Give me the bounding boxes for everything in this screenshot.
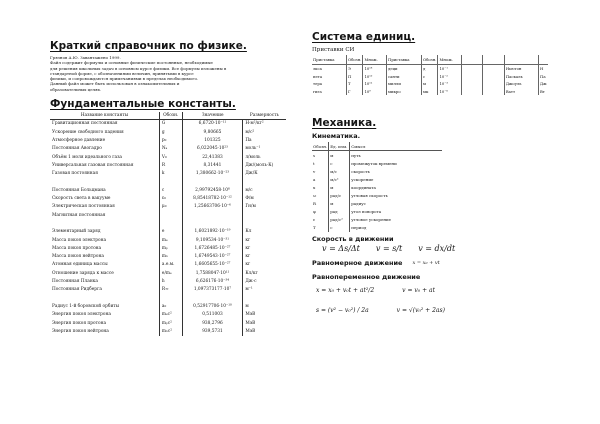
constant-value: 1,380662·10⁻²³ <box>182 170 243 178</box>
constant-row <box>50 153 286 161</box>
constant-value: 1,7588047·10¹¹ <box>182 269 243 277</box>
si-header-cell <box>462 55 483 65</box>
uniform-title: Равномерное движение <box>312 259 403 268</box>
si-cell: мк <box>421 88 438 96</box>
speed-formula: v = Δs/Δt <box>322 244 360 254</box>
intro-text <box>50 55 286 92</box>
kinematics-cell: м/с² <box>329 175 350 183</box>
constant-value <box>182 211 243 219</box>
units-title: Система единиц. <box>312 31 416 43</box>
kinematics-header-row <box>312 142 442 151</box>
si-row <box>312 65 548 73</box>
constant-symbol: mₑ <box>159 236 182 244</box>
kinematics-cell: с <box>329 224 350 232</box>
kinematics-cell: координата <box>351 185 376 191</box>
constant-row <box>50 253 286 261</box>
constant-symbol: g <box>159 128 182 136</box>
si-cell: тера <box>312 80 346 88</box>
kinematics-header-cell: Смысл <box>350 142 442 151</box>
si-header-cell: Обозн. <box>421 55 438 65</box>
constant-symbol <box>159 220 182 228</box>
constant-row <box>50 195 286 203</box>
kinematics-row <box>312 208 442 216</box>
kinematics-cell: период <box>351 225 367 231</box>
constant-value: 9,109534·10⁻³¹ <box>182 236 243 244</box>
constant-name: Постоянная Ридберга <box>52 287 102 293</box>
constant-value: 22,41383 <box>182 153 243 161</box>
kinematics-row <box>312 192 442 200</box>
constant-symbol: mₚ <box>159 245 182 253</box>
document-title: Краткий справочник по физике. <box>50 40 247 52</box>
speed-title: Скорость в движении <box>312 235 394 244</box>
si-cell: 10¹² <box>363 80 387 88</box>
constant-unit: Н·м²/кг² <box>245 121 264 127</box>
kinematics-row <box>312 151 442 160</box>
si-cell: Ньютон <box>504 65 538 73</box>
constant-name: Магнитная постоянная <box>52 212 106 218</box>
kinematics-row <box>312 183 442 191</box>
header-symbol: Обозн. <box>159 112 182 120</box>
constant-name: Радиус 1-й боровской орбиты <box>52 303 120 309</box>
kinematics-header-cell: Ед. изм. <box>329 142 350 151</box>
constant-name: Скорость света в вакууме <box>52 196 111 202</box>
constant-name: Энергия покоя нейтрона <box>52 328 109 334</box>
si-header-cell <box>539 55 548 65</box>
si-caption: Приставки СИ <box>312 47 355 53</box>
kinematics-cell: путь <box>351 152 361 158</box>
kinematics-row <box>312 167 442 175</box>
kinematics-table <box>312 142 442 232</box>
constant-row <box>50 186 286 194</box>
kinematics-cell: рад/с <box>329 192 350 200</box>
constant-value: 938,2796 <box>182 319 243 327</box>
constant-unit: Кл <box>245 229 252 235</box>
si-body <box>312 55 548 95</box>
constant-value: 1,6749543·10⁻²⁷ <box>182 253 243 261</box>
constant-name: Масса покоя нейтрона <box>52 254 104 260</box>
kinematics-cell: скорость <box>351 168 370 174</box>
kinematics-cell: радиус <box>351 201 366 207</box>
constant-name: Энергия покоя протона <box>52 320 107 326</box>
constant-row <box>50 278 286 286</box>
si-cell <box>483 73 504 81</box>
constant-name: Масса покоя протона <box>52 245 102 251</box>
constant-symbol: R∞ <box>159 286 182 294</box>
si-cell: Дж <box>540 81 547 87</box>
constant-symbol: R <box>159 162 182 170</box>
constants-header-row <box>50 112 286 120</box>
constant-symbol: h <box>159 278 182 286</box>
si-header-cell <box>504 55 538 65</box>
constant-value: 1,6021892·10⁻¹⁹ <box>182 228 243 236</box>
constant-unit: м/с² <box>245 129 255 135</box>
si-cell <box>483 65 504 73</box>
right-column <box>312 0 560 317</box>
si-cell: 10⁹ <box>363 88 387 96</box>
si-cell: Джоуль <box>504 80 538 88</box>
constant-row <box>50 245 286 253</box>
kinematics-cell: T <box>312 224 329 232</box>
constant-row <box>50 236 286 244</box>
si-header-cell: Множ. <box>363 55 387 65</box>
constant-unit <box>243 220 286 228</box>
constant-unit <box>243 178 286 186</box>
constant-unit: л/моль <box>245 154 261 160</box>
uniform-row <box>312 257 560 269</box>
constant-row <box>50 328 286 336</box>
constant-row <box>50 120 286 129</box>
constant-symbol: G <box>159 120 182 129</box>
constant-unit: Ф/м <box>245 196 254 202</box>
kinematics-cell: угловое ускорение <box>351 217 392 223</box>
si-cell: Г <box>346 88 363 96</box>
intro-line: для решения школьных задач в основном курсе физики. Все формулы изложены в <box>50 65 227 71</box>
constant-name: Постоянная Больцмана <box>52 187 106 193</box>
constant-value: 6,626176·10⁻³⁴ <box>182 278 243 286</box>
si-cell <box>462 65 483 73</box>
speed-formula: v = s/t <box>375 244 403 254</box>
si-cell: 10⁻³ <box>438 80 462 88</box>
constant-row <box>50 178 286 186</box>
intro-line: Грязнов А.Ю. Завантажено 1999. <box>50 55 121 60</box>
constant-value: 101325 <box>182 137 243 145</box>
constant-symbol: V₀ <box>159 153 182 161</box>
constant-name: Масса покоя электрона <box>52 237 107 243</box>
constant-value: 1,6726485·10⁻²⁷ <box>182 245 243 253</box>
constant-unit: кг <box>245 254 251 260</box>
kinematics-cell: рад/с² <box>329 216 350 224</box>
constant-symbol: mₚc² <box>159 319 182 327</box>
constant-value: 0,511003 <box>182 311 243 319</box>
kinematics-cell: t <box>312 159 329 167</box>
constant-name: Объём 1 моля идеального газа <box>52 154 122 160</box>
si-cell <box>462 80 483 88</box>
constant-symbol: а.е.м. <box>159 261 182 269</box>
uniform-formula: x = x₀ + vt <box>412 260 440 267</box>
constant-name: Постоянная Планка <box>52 279 98 285</box>
kinematics-row <box>312 159 442 167</box>
constant-unit: Кл/кг <box>245 270 258 276</box>
kinematics-row <box>312 175 442 183</box>
si-row <box>312 88 548 96</box>
constant-unit: Па <box>245 138 252 144</box>
constant-name: Энергия покоя электрона <box>52 312 111 318</box>
constant-row <box>50 220 286 228</box>
si-cell: гига <box>312 88 346 96</box>
constant-symbol <box>159 178 182 186</box>
constant-value: 6,6720·10⁻¹¹ <box>182 120 243 129</box>
si-cell: пета <box>312 73 346 81</box>
si-cell: микро <box>387 88 422 96</box>
si-row <box>312 73 548 81</box>
si-header-cell <box>483 55 504 65</box>
kinematics-cell: угол поворота <box>351 209 382 215</box>
constant-name: Электрическая постоянная <box>52 204 115 210</box>
constant-row <box>50 311 286 319</box>
mechanics-title: Механика. <box>312 117 377 129</box>
kinematics-row <box>312 224 442 232</box>
kinematics-cell: R <box>312 200 329 208</box>
constant-name: Атомная единица массы <box>52 262 108 268</box>
constant-unit: Дж/(моль·К) <box>245 162 274 168</box>
constant-row <box>50 269 286 277</box>
constant-value: 1,25663706·10⁻⁶ <box>182 203 243 211</box>
constant-symbol <box>159 294 182 302</box>
constant-row <box>50 303 286 311</box>
si-cell: деци <box>387 65 422 73</box>
header-value: Значение <box>182 112 243 120</box>
constant-name: Атмосферное давление <box>52 138 106 144</box>
constants-title: Фундаментальные константы. <box>50 98 236 111</box>
si-header-row <box>312 55 548 65</box>
constant-symbol: p₀ <box>159 137 182 145</box>
constant-unit <box>243 294 286 302</box>
si-cell: Э <box>346 65 363 73</box>
constant-name: Универсальная газовая постоянная <box>52 162 134 168</box>
constant-unit: МэВ <box>245 312 256 318</box>
constant-name <box>50 178 159 186</box>
si-cell <box>483 80 504 88</box>
accel-formulas-row2 <box>316 305 560 317</box>
header-unit: Размерность <box>243 112 286 120</box>
si-cell: Паскаль <box>504 73 538 81</box>
constant-symbol: e/mₑ <box>159 269 182 277</box>
constant-value: 0,52917706·10⁻¹⁰ <box>182 303 243 311</box>
kinematics-row <box>312 200 442 208</box>
constant-symbol: μ₀ <box>159 203 182 211</box>
constant-unit: м/с <box>245 187 253 193</box>
accel-formula: s = (v² − v₀²) / 2a <box>316 307 369 315</box>
constants-body <box>50 120 286 336</box>
constant-row <box>50 203 286 211</box>
kinematics-cell: ε <box>312 216 329 224</box>
constant-unit: МэВ <box>245 320 256 326</box>
constants-table <box>50 112 286 336</box>
accel-formula: v = v₀ + at <box>402 287 435 295</box>
constant-value <box>182 178 243 186</box>
constant-row <box>50 145 286 153</box>
si-header-cell: Приставка <box>387 55 422 65</box>
constant-unit: Дж·с <box>245 279 257 285</box>
constant-row <box>50 162 286 170</box>
si-cell: милли <box>387 80 422 88</box>
constant-row <box>50 211 286 219</box>
kinematics-cell: м/с <box>329 167 350 175</box>
kinematics-cell: φ <box>312 208 329 216</box>
kinematics-row <box>312 216 442 224</box>
constant-name: Элементарный заряд <box>52 229 101 235</box>
si-cell <box>483 88 504 96</box>
si-cell: Вт <box>540 88 545 94</box>
constant-name: Постоянная Авогадро <box>52 146 102 152</box>
accel-title: Равнопеременное движение <box>312 273 421 282</box>
constant-symbol: mₙc² <box>159 328 182 336</box>
constant-name <box>50 220 159 228</box>
constant-symbol: a₀ <box>159 303 182 311</box>
si-header-cell: Множ. <box>438 55 462 65</box>
kinematics-cell: промежуток времени <box>351 160 397 166</box>
constant-symbol: ε₀ <box>159 195 182 203</box>
si-cell: 10¹⁸ <box>363 65 387 73</box>
accel-formula: x = x₀ + v₀t + at²/2 <box>316 287 375 295</box>
constant-row <box>50 294 286 302</box>
constant-symbol <box>159 211 182 219</box>
kinematics-cell: угловая скорость <box>351 193 388 199</box>
constant-unit <box>243 211 286 219</box>
intro-line: Данный файл может быть использован в ознакомительных и <box>50 81 180 87</box>
constant-value: 8,31441 <box>182 162 243 170</box>
constant-name: Газовая постоянная <box>52 171 98 177</box>
si-cell: П <box>346 73 363 81</box>
si-prefix-table <box>312 55 548 95</box>
constant-name <box>50 294 159 302</box>
si-cell <box>462 73 483 81</box>
constant-value: 939,5731 <box>182 328 243 336</box>
constant-symbol: k <box>159 170 182 178</box>
constant-value: 9,80665 <box>182 128 243 136</box>
constant-value: 6,022045·10²³ <box>182 145 243 153</box>
constant-symbol: e <box>159 228 182 236</box>
si-cell: экса <box>312 65 346 73</box>
si-cell: д <box>421 65 438 73</box>
si-cell: 10¹⁵ <box>363 73 387 81</box>
si-cell: 10⁻¹ <box>438 65 462 73</box>
kinematics-cell: ускорение <box>351 176 374 182</box>
intro-line: физики, и сопровождаются примечаниями в пределах необходимого. <box>50 76 199 82</box>
constant-name: Ускорение свободного падения <box>52 129 124 135</box>
kinematics-body <box>312 142 442 232</box>
constant-name: Отношение заряда к массе <box>52 270 114 276</box>
constant-unit: кг <box>245 237 251 243</box>
constant-unit: кг <box>245 245 251 251</box>
si-header-cell: Обозн. <box>346 55 363 65</box>
kinematics-cell: м <box>329 200 350 208</box>
constant-symbol: mₑc² <box>159 311 182 319</box>
kinematics-cell: рад <box>329 208 350 216</box>
constant-unit: м⁻¹ <box>245 287 253 293</box>
constant-row <box>50 319 286 327</box>
constant-row <box>50 261 286 269</box>
constant-unit: МэВ <box>245 328 256 334</box>
kinematics-title: Кинематика. <box>312 132 361 140</box>
constant-row <box>50 170 286 178</box>
constant-value <box>182 220 243 228</box>
kinematics-cell: s <box>312 151 329 160</box>
constant-row <box>50 228 286 236</box>
kinematics-cell: a <box>312 175 329 183</box>
accel-formula: v = √(v₀² + 2as) <box>396 307 445 315</box>
si-cell: Н <box>540 66 544 72</box>
intro-line: стандартной форме, с обозначениями величин, принятыми в курсе <box>50 70 194 76</box>
speed-formulas <box>322 243 560 255</box>
left-column <box>50 0 286 336</box>
si-header-cell: Приставка <box>312 55 346 65</box>
kinematics-cell: ω <box>312 192 329 200</box>
intro-line: образовательных целях. <box>50 86 102 92</box>
si-cell <box>462 88 483 96</box>
constant-symbol: mₙ <box>159 253 182 261</box>
constant-symbol: c <box>159 186 182 194</box>
constant-value: 2,99792458·10⁸ <box>182 186 243 194</box>
si-cell: Т <box>346 80 363 88</box>
constant-row <box>50 137 286 145</box>
intro-line: Файл содержит формулы и основные физические постоянные, необходимые <box>50 60 213 66</box>
constant-value: 1,6605655·10⁻²⁷ <box>182 261 243 269</box>
constant-unit: кг <box>245 262 251 268</box>
constant-symbol: Nₐ <box>159 145 182 153</box>
constant-row <box>50 128 286 136</box>
kinematics-cell: x <box>312 183 329 191</box>
si-cell: санти <box>387 73 422 81</box>
kinematics-cell: с <box>329 159 350 167</box>
constant-unit: Дж/К <box>245 171 258 177</box>
constant-value: 1,097373177·10⁷ <box>182 286 243 294</box>
si-cell: Па <box>540 73 546 79</box>
si-cell: м <box>421 80 438 88</box>
speed-formula: v = dx/dt <box>418 244 456 254</box>
constant-value: 8,85418782·10⁻¹² <box>182 195 243 203</box>
kinematics-header-cell: Обозн. <box>312 142 329 151</box>
constant-value <box>182 294 243 302</box>
si-cell: Ватт <box>504 88 538 96</box>
kinematics-cell: м <box>329 151 350 160</box>
constant-unit: м <box>245 303 249 309</box>
kinematics-cell: v <box>312 167 329 175</box>
kinematics-cell: м <box>329 183 350 191</box>
header-name: Название константы <box>50 112 159 120</box>
si-row <box>312 80 548 88</box>
constant-unit: моль⁻¹ <box>245 146 261 152</box>
constant-unit: Гн/м <box>245 204 256 210</box>
si-cell: с <box>421 73 438 81</box>
accel-formulas-row1 <box>316 285 560 297</box>
constant-name: Гравитационная постоянная <box>52 121 118 127</box>
si-cell: 10⁻² <box>438 73 462 81</box>
si-cell: 10⁻⁶ <box>438 88 462 96</box>
constant-row <box>50 286 286 294</box>
